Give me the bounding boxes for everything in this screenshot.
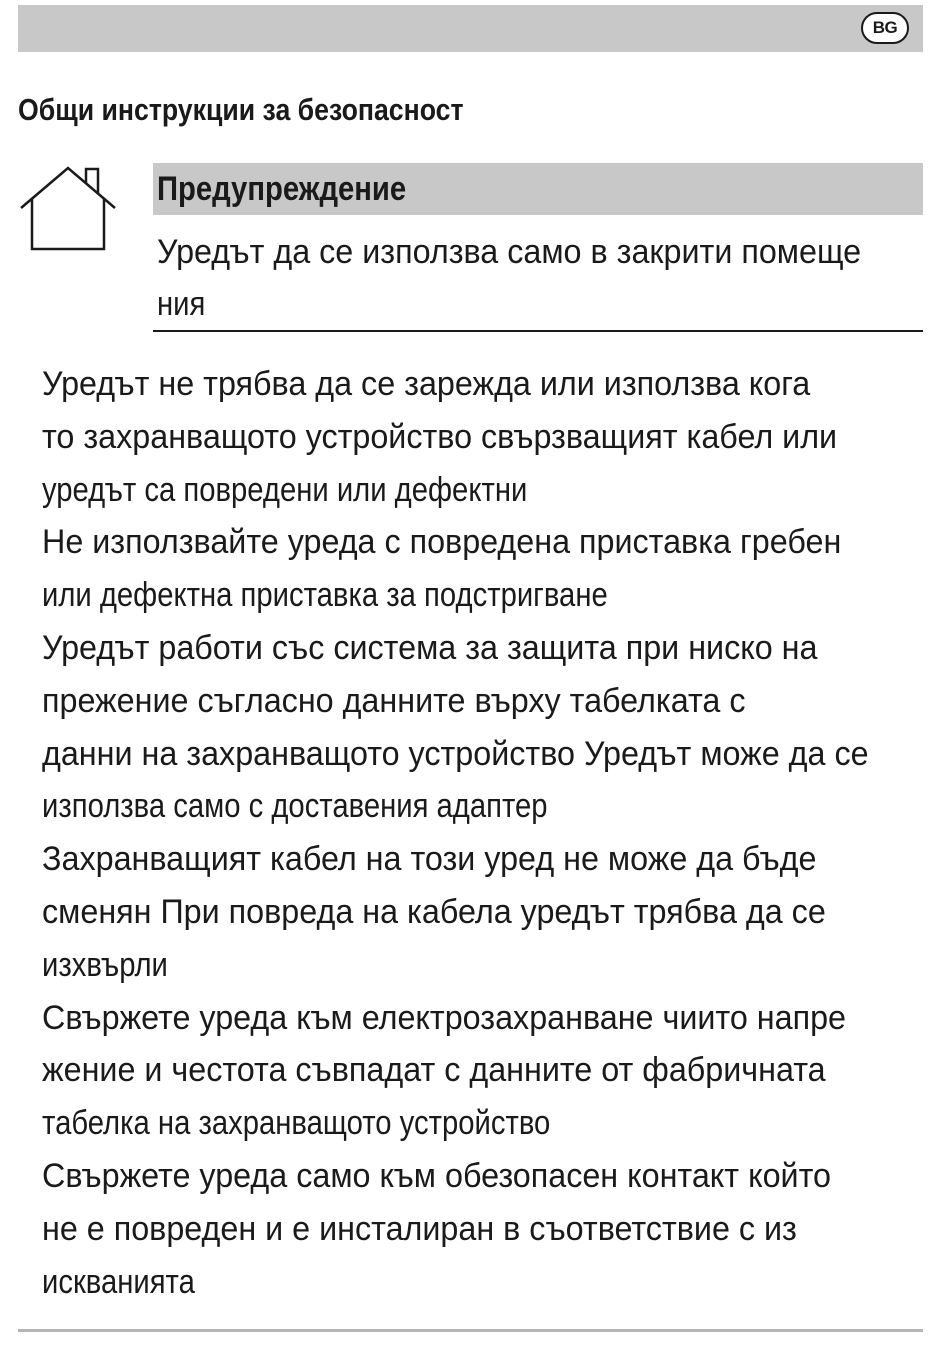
warning-heading: Предупреждение [157, 170, 407, 208]
instruction-line: данни на захранващото устройство Уредът може да се [42, 734, 869, 773]
instruction-line: Уредът не трябва да се зарежда или използва кога [42, 365, 811, 403]
warning-text-line: ния [157, 285, 206, 323]
instruction-line: уредът са повредени или дефектни [42, 470, 528, 509]
instruction-line: или дефектна приставка за подстригване [42, 576, 608, 615]
header-bar [18, 5, 923, 52]
warning-text [157, 226, 917, 330]
instruction-line: Свържете уреда само към обезопасен контакт който [42, 1156, 831, 1195]
instruction-line: то захранващото устройство свързващият кабел или [42, 417, 838, 456]
safety-instructions [42, 358, 922, 1308]
instruction-line: искванията [42, 1262, 195, 1301]
instruction-line: табелка на захранващото устройство [42, 1104, 551, 1143]
instruction-line: не е повреден и е инсталиран в съответствие с из [42, 1209, 797, 1248]
instruction-line: сменян При повреда на кабела уредът трябва да се [42, 892, 826, 931]
instruction-line: Уредът работи със система за защита при ниско на [42, 628, 818, 667]
instruction-line: жение и честота съвпадат с данните от фабричната [42, 1051, 826, 1090]
footer-divider [18, 1329, 923, 1332]
instruction-line: Захранващият кабел на този уред не може да бъде [42, 840, 817, 879]
language-badge: BG [861, 12, 909, 44]
house-indoor-use-icon [18, 163, 120, 253]
page-title: Общи инструкции за безопасност [18, 92, 464, 127]
instruction-line: прежение съгласно данните върху табелката с [42, 681, 746, 720]
instruction-line: използва само с доставения адаптер [42, 787, 548, 826]
instruction-line: Не използвайте уреда с повредена приставка гребен [42, 523, 842, 562]
instruction-line: Свържете уреда към електрозахранване чиито напре [42, 998, 847, 1037]
warning-text-line: Уредът да се използва само в закрити помеще [157, 233, 862, 271]
warning-divider [153, 330, 923, 332]
instruction-line: изхвърли [42, 945, 168, 984]
